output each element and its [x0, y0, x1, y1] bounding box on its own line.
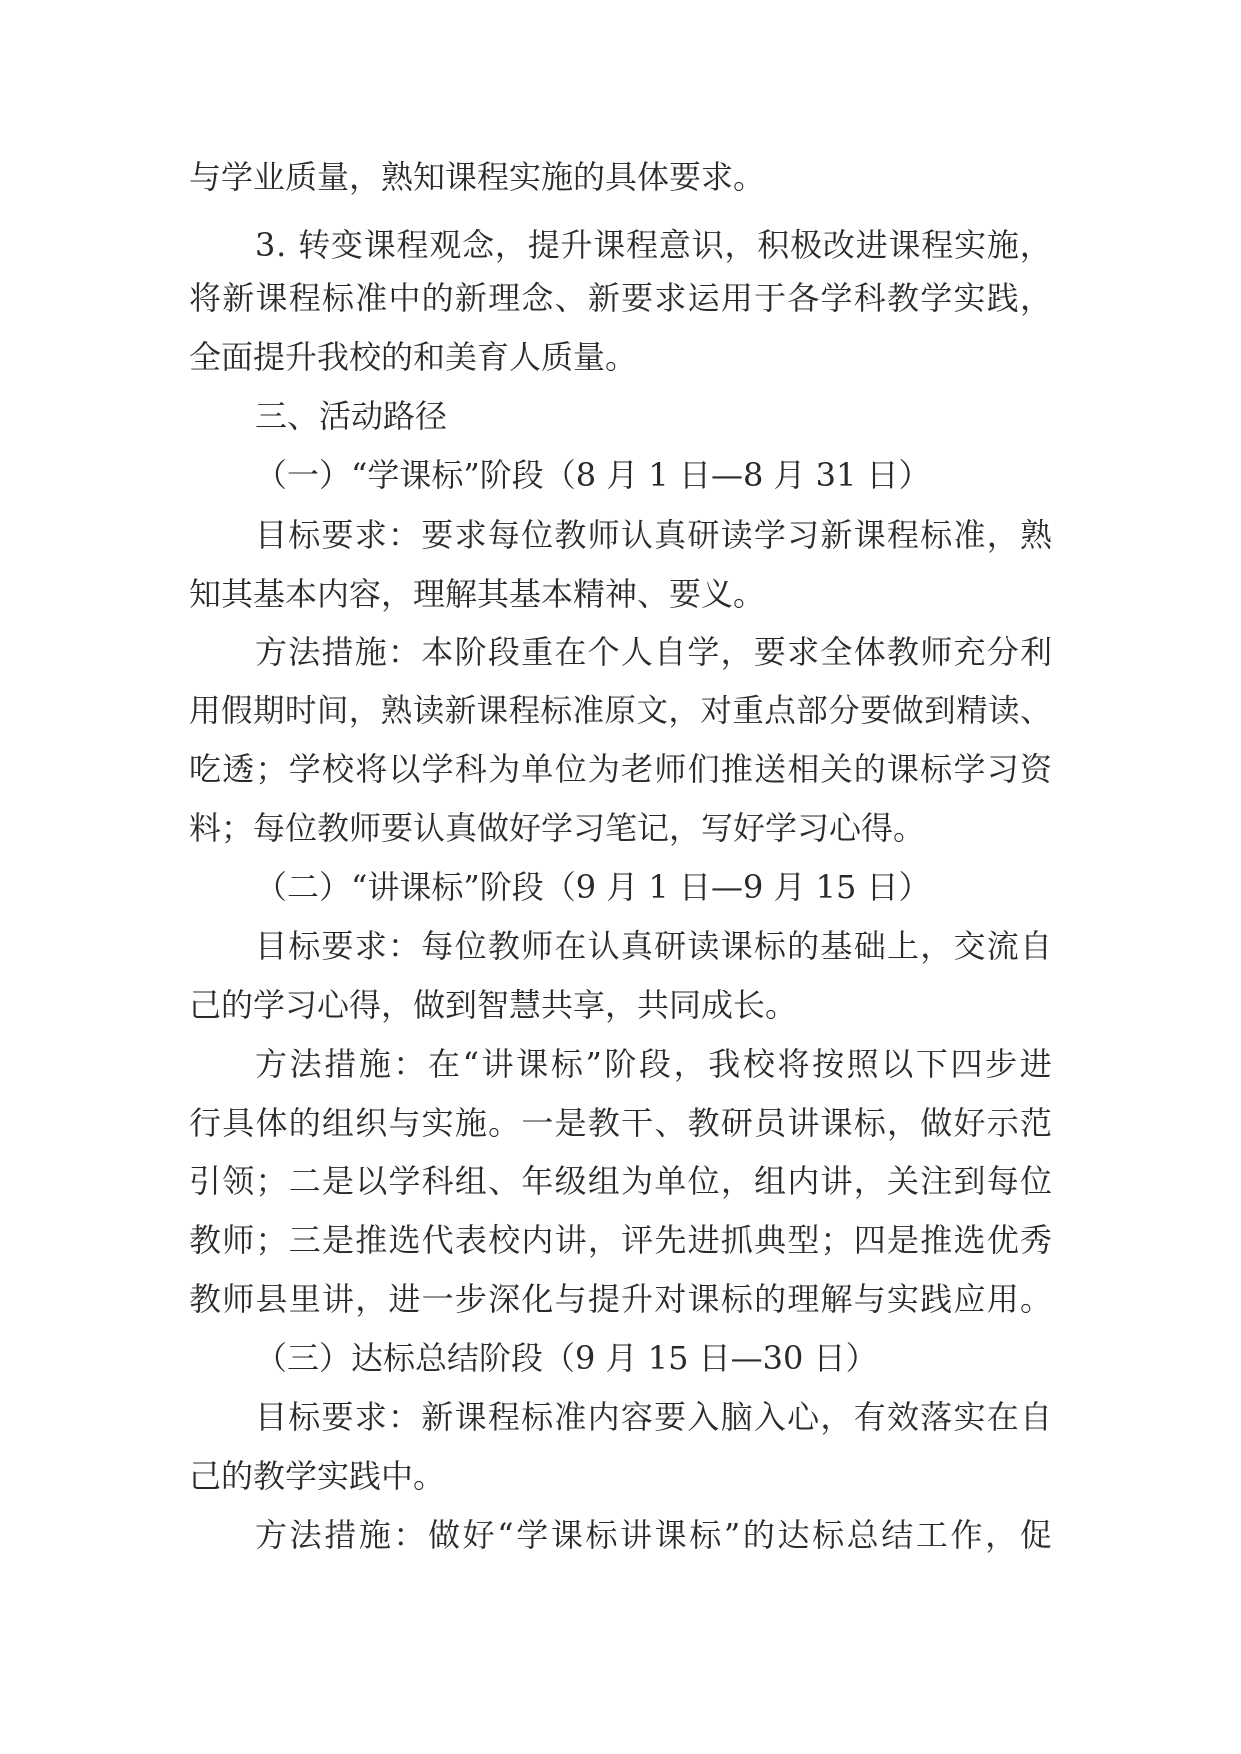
text-line: 目标要求：新课程标准内容要入脑入心，有效落实在自 — [255, 1398, 1054, 1436]
text-line: 目标要求：每位教师在认真研读课标的基础上，交流自 — [255, 927, 1054, 965]
text-line: 行具体的组织与实施。一是教干、教研员讲课标，做好示范 — [189, 1104, 1054, 1142]
text-line: 己的学习心得，做到智慧共享，共同成长。 — [189, 986, 798, 1024]
text-line: 己的教学实践中。 — [189, 1457, 446, 1495]
text-line: 教师；三是推选代表校内讲，评先进抓典型；四是推选优秀 — [189, 1221, 1054, 1259]
subsection-heading: （一）“学课标”阶段（8 月 1 日—8 月 31 日） — [255, 456, 931, 494]
text-line: 方法措施：在“讲课标”阶段，我校将按照以下四步进 — [255, 1045, 1055, 1083]
section-heading: 三、活动路径 — [255, 397, 448, 435]
text-line: 3. 转变课程观念，提升课程意识，积极改进课程实施， — [255, 226, 1053, 264]
text-line: 引领；二是以学科组、年级组为单位，组内讲，关注到每位 — [189, 1162, 1054, 1200]
text-line: 方法措施：做好“学课标讲课标”的达标总结工作，促 — [255, 1516, 1055, 1554]
subsection-heading: （三）达标总结阶段（9 月 15 日—30 日） — [255, 1339, 878, 1377]
text-line: 吃透；学校将以学科为单位为老师们推送相关的课标学习资 — [189, 750, 1054, 788]
text-line: 料；每位教师要认真做好学习笔记，写好学习心得。 — [189, 809, 926, 847]
subsection-heading: （二）“讲课标”阶段（9 月 1 日—9 月 15 日） — [255, 868, 931, 906]
text-line: 方法措施：本阶段重在个人自学，要求全体教师充分利 — [255, 633, 1054, 671]
text-line: 全面提升我校的和美育人质量。 — [189, 338, 638, 376]
text-line: 将新课程标准中的新理念、新要求运用于各学科教学实践， — [189, 279, 1054, 317]
text-line: 目标要求：要求每位教师认真研读学习新课程标准，熟 — [255, 516, 1054, 554]
text-line: 知其基本内容，理解其基本精神、要义。 — [189, 575, 766, 613]
text-line: 与学业质量，熟知课程实施的具体要求。 — [189, 158, 766, 196]
text-line: 教师县里讲，进一步深化与提升对课标的理解与实践应用。 — [189, 1280, 1054, 1318]
text-line: 用假期时间，熟读新课程标准原文，对重点部分要做到精读、 — [189, 693, 1052, 729]
